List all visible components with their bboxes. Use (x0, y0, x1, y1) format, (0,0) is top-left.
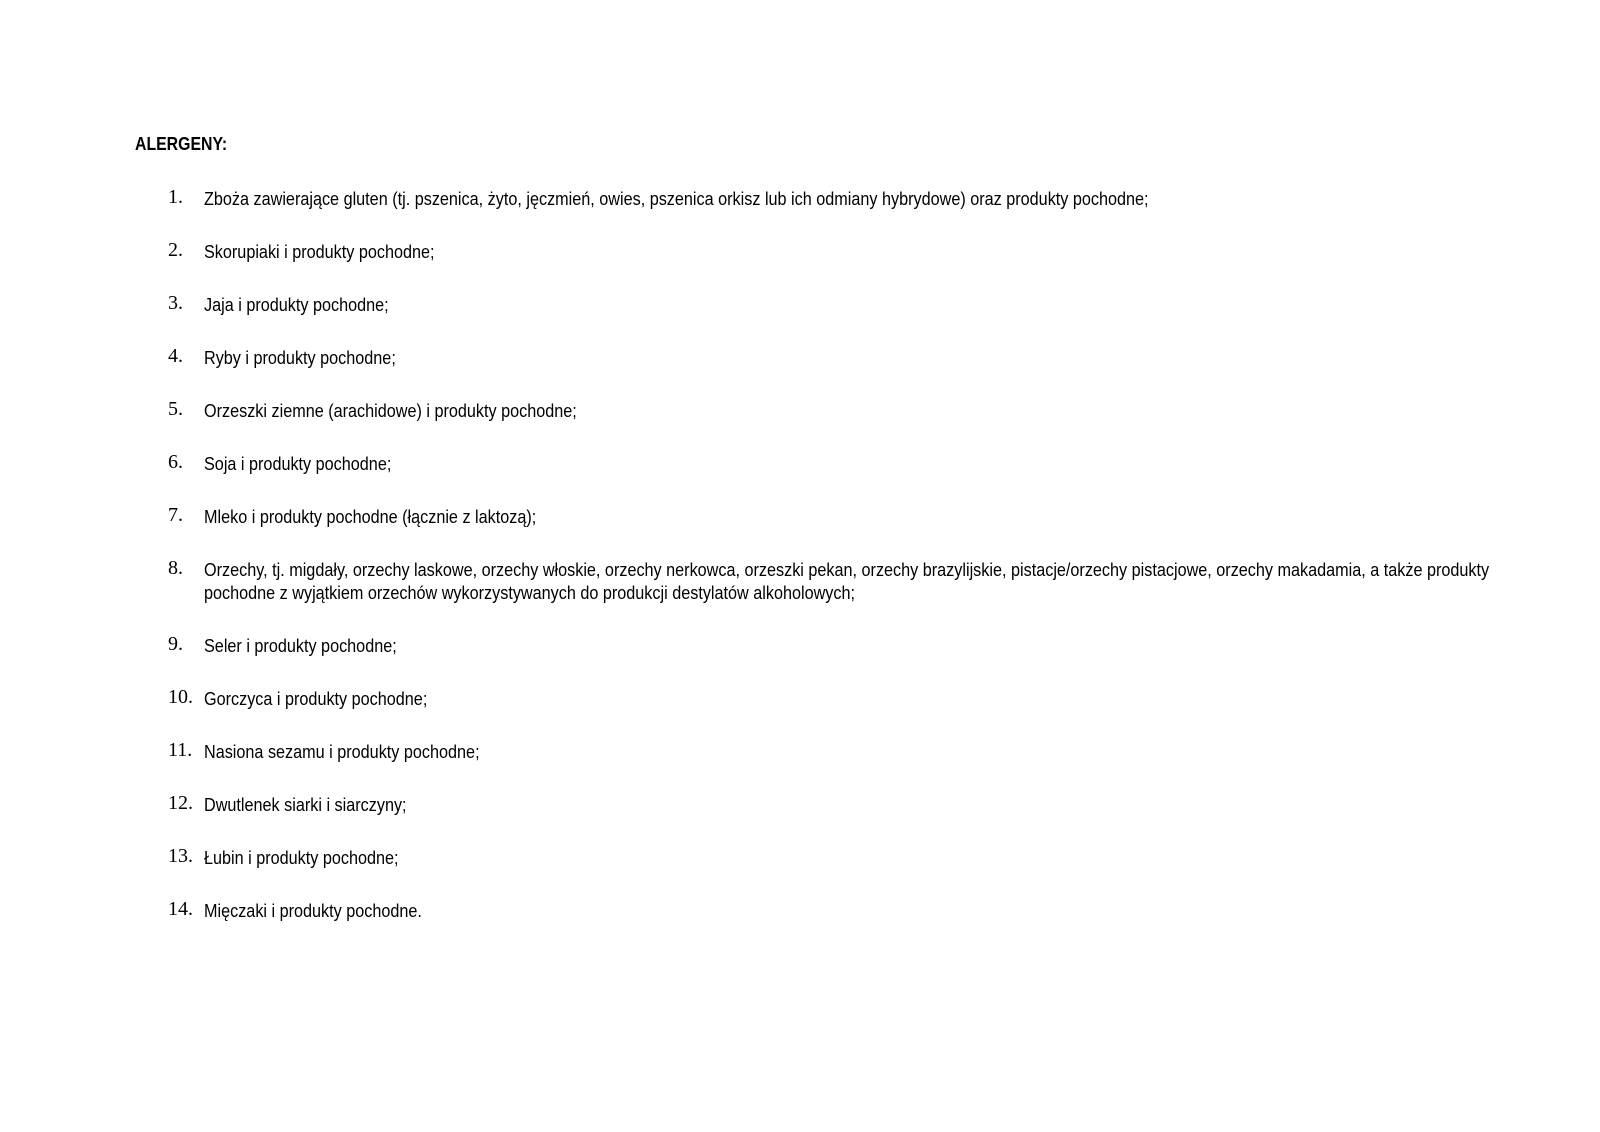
list-item-number: 9. (168, 633, 183, 655)
list-item-text: Gorczyca i produkty pochodne; (204, 689, 428, 709)
list-item-number: 10. (168, 686, 193, 708)
list-item-text: Mleko i produkty pochodne (łącznie z laktozą); (204, 507, 537, 527)
list-item-number: 5. (168, 398, 183, 420)
list-item-text: Orzeszki ziemne (arachidowe) i produkty pochodne; (204, 401, 577, 421)
list-item-number: 13. (168, 845, 193, 867)
list-item-number: 3. (168, 292, 183, 314)
list-item-number: 2. (168, 239, 183, 261)
list-item-text: Mięczaki i produkty pochodne. (204, 901, 422, 921)
list-item-number: 11. (168, 739, 193, 761)
list-item-number: 4. (168, 345, 183, 367)
list-item-number: 6. (168, 451, 183, 473)
list-item-text: Zboża zawierające gluten (tj. pszenica, żyto, jęczmień, owies, pszenica orkisz lub ich odmiany hybrydowe) oraz produkty pochodne; (204, 189, 1149, 209)
list-item-number: 7. (168, 504, 183, 526)
list-item-number: 12. (168, 792, 193, 814)
list-item-text: Ryby i produkty pochodne; (204, 348, 396, 368)
list-item-text: Soja i produkty pochodne; (204, 454, 392, 474)
list-item-text: Łubin i produkty pochodne; (204, 848, 399, 868)
list-item-number: 1. (168, 186, 183, 208)
list-item-text: Skorupiaki i produkty pochodne; (204, 242, 435, 262)
list-item-text: Seler i produkty pochodne; (204, 636, 397, 656)
page-heading: ALERGENY: (135, 134, 228, 154)
list-item-text: Orzechy, tj. migdały, orzechy laskowe, orzechy włoskie, orzechy nerkowca, orzeszki pekan, orzechy brazylijskie, pistacje/orzechy pistacjowe, orzechy makadamia, a także produkty pochodne z wyjątkiem orzechów wykorzystywanych do produkcji destylatów alkoholowych; (204, 560, 1490, 603)
list-item-text: Jaja i produkty pochodne; (204, 295, 389, 315)
list-item-text: Dwutlenek siarki i siarczyny; (204, 795, 407, 815)
list-item-number: 14. (168, 898, 193, 920)
list-item-text: Nasiona sezamu i produkty pochodne; (204, 742, 480, 762)
list-item-number: 8. (168, 557, 183, 579)
